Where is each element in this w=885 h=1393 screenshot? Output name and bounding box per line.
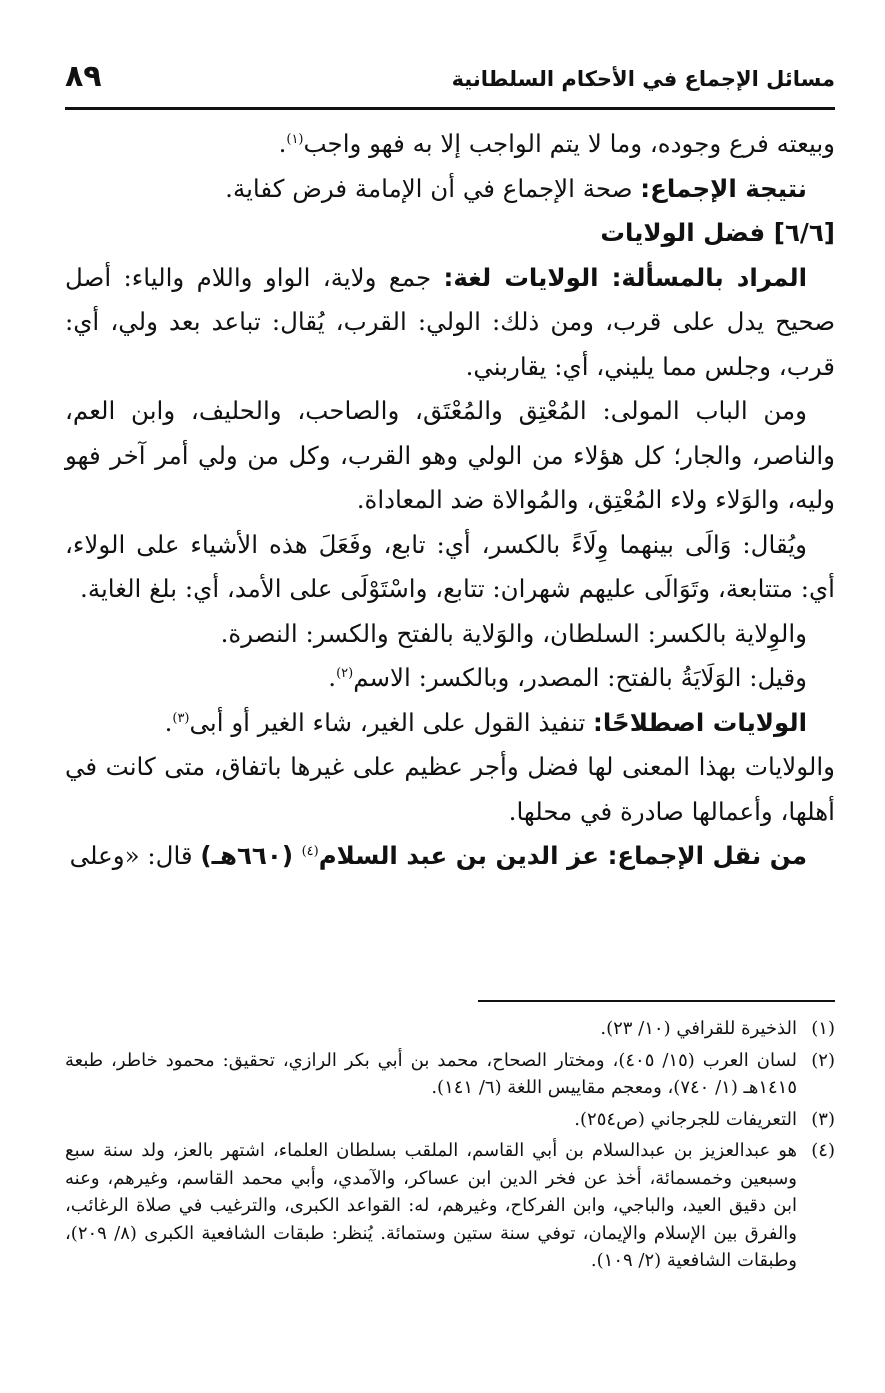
footnotes: [65, 1015, 835, 1279]
paragraph-text: جمع ولاية، الواو واللام والياء: أصل صحيح يدل على قرب، ومن ذلك: الولي: القرب، يُقال: تباعد بعد ولي، أي: قرب، وجلس مما يليني، أي: يقاربني.: [65, 262, 835, 381]
paragraph: ومن الباب المولى: المُعْتِق والمُعْتَق، والصاحب، والحليف، وابن العم، والناصر، والجار؛ كل هؤلاء من الولي وهو القرب، وكل من ولي أمر آخر فهو وليه، والوَلاء ولاء المُعْتِق، والمُوالاة ضد المعاداة.: [65, 396, 835, 514]
paragraph: والولايات بهذا المعنى لها فضل وأجر عظيم على غيرها باتفاق، متى كانت في أهلها، وأعمالها صادرة في محلها.: [65, 752, 835, 826]
paragraph-text: قال: «وعلى: [69, 841, 201, 870]
running-title: مسائل الإجماع في الأحكام السلطانية: [451, 67, 835, 91]
main-text: [65, 122, 835, 879]
paragraph: [65, 834, 835, 879]
paragraph: والوِلاية بالكسر: السلطان، والوَلاية بالفتح والكسر: النصرة.: [220, 618, 807, 648]
paragraph-label: من نقل الإجماع: عز الدين بن عبد السلام: [318, 841, 807, 870]
paragraph-label: (٦٦٠هـ): [200, 841, 302, 870]
footnote-text: هو عبدالعزيز بن عبدالسلام بن أبي القاسم، الملقب بسلطان العلماء، اشتهر بالعز، ولد سنة سبع وسبعين وخمسمائة، أخذ عن فخر الدين ابن عساكر، والآمدي، وأبي محمد القاسم، وغيرهم، وعنه ابن دقيق العيد، والباجي، وابن الفركاح، وغيرهم، له: القواعد الكبرى، والترغيب في صلاة الرغائب، والفرق بين الإسلام والإيمان، توفي سنة ستين وستمائة. يُنظر: طبقات الشافعية الكبرى (٨/ ٢٠٩)، وطبقات الشافعية (٢/ ١٠٩).: [65, 1140, 797, 1271]
paragraph: وقيل: الوَلَايَةُ بالفتح: المصدر، وبالكسر: الاسم$^{(٢)}$.: [328, 663, 807, 692]
footnote-separator: [478, 1000, 835, 1002]
page-number: ٨٩: [65, 59, 102, 94]
paragraph-label: المراد بالمسألة: الولايات لغة:: [443, 262, 807, 292]
footnote-text: الذخيرة للقرافي (١٠/ ٢٣).: [600, 1018, 797, 1039]
section-heading: [٦/٦] فضل الولايات: [600, 218, 835, 247]
paragraph: وبيعته فرع وجوده، وما لا يتم الواجب إلا به فهو واجب$^{(١)}$.: [278, 129, 835, 158]
paragraph-text: وبيعته فرع وجوده، وما لا يتم الواجب إلا به فهو واجب: [303, 129, 835, 158]
footnote-text: التعريفات للجرجاني (ص٢٥٤).: [574, 1108, 797, 1130]
footnote-number: (٤): [811, 1140, 835, 1161]
footnote-text: لسان العرب (١٥/ ٤٠٥)، ومختار الصحاح، محمد بن أبي بكر الرازي، تحقيق: محمود خاطر، طبعة ١٤١٥هـ (١/ ٧٤٠)، ومعجم مقاييس اللغة (٦/ ١٤١).: [65, 1049, 797, 1098]
paragraph-text: وقيل: الوَلَايَةُ بالفتح: المصدر، وبالكسر: الاسم: [353, 663, 807, 692]
paragraph-text: صحة الإجماع في أن الإمامة فرض كفاية.: [225, 173, 641, 203]
footnote-number: (١): [811, 1018, 835, 1039]
footnote: [65, 1106, 835, 1134]
footnote-number: (٣): [811, 1108, 835, 1130]
paragraph-label: الولايات اصطلاحًا:: [593, 707, 807, 737]
footnote-ref: (٢): [336, 665, 354, 681]
footnote-ref: (٤): [301, 843, 319, 859]
paragraph: [65, 256, 835, 390]
page-header: [65, 55, 835, 110]
footnote: [65, 1015, 835, 1043]
footnote: [65, 1137, 835, 1275]
footnote: [65, 1047, 835, 1102]
paragraph: [65, 167, 835, 212]
paragraph: الولايات اصطلاحًا: تنفيذ القول على الغير، شاء الغير أو أبى$^{(٣)}$.: [164, 707, 807, 737]
footnote-ref: (٣): [172, 710, 190, 726]
paragraph-text: تنفيذ القول على الغير، شاء الغير أو أبى: [189, 707, 594, 737]
footnote-ref: (١): [286, 131, 304, 147]
footnote-number: (٢): [811, 1049, 835, 1071]
paragraph: ويُقال: وَالَى بينهما وِلَاءً بالكسر، أي: تابع، وفَعَلَ هذه الأشياء على الولاء، أي: متتابعة، وتَوَالَى عليهم شهران: تتابع، واسْتَوْلَى على الأمد، أي: بلغ الغاية.: [65, 529, 835, 603]
paragraph-label: نتيجة الإجماع:: [640, 173, 807, 203]
